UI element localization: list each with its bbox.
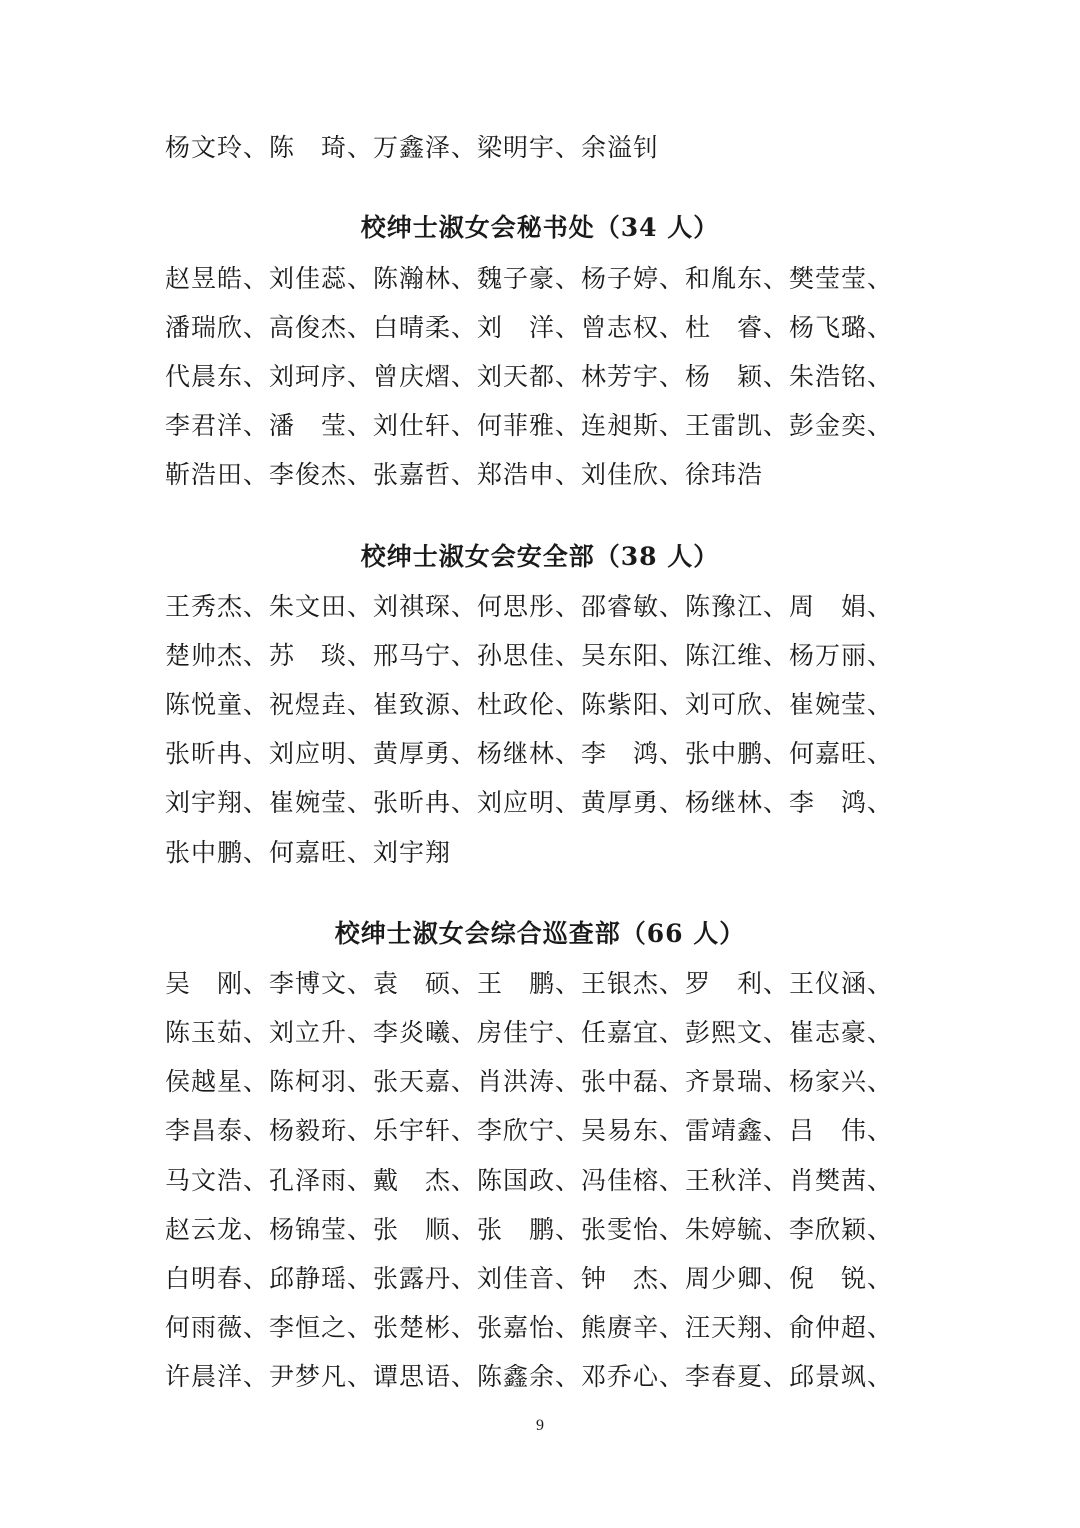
section-title-security: 校绅士淑女会安全部（38 人）	[360, 542, 720, 571]
name-line: 王秀杰、朱文田、刘祺琛、何思彤、邵睿敏、陈豫江、周 娟、	[165, 592, 894, 621]
name-line: 马文浩、孔泽雨、戴 杰、陈国政、冯佳榕、王秋洋、肖樊茜、	[165, 1166, 894, 1195]
page-number: 9	[536, 1417, 544, 1434]
name-line: 代晨东、刘珂序、曾庆熠、刘天都、林芳宇、杨 颖、朱浩铭、	[165, 362, 894, 391]
name-line: 李君洋、潘 莹、刘仕轩、何菲雅、连昶斯、王雷凯、彭金奕、	[165, 411, 894, 440]
name-line: 张中鹏、何嘉旺、刘宇翔	[165, 838, 452, 867]
name-line: 赵云龙、杨锦莹、张 顺、张 鹏、张雯怡、朱婷毓、李欣颖、	[165, 1215, 894, 1244]
section-title-patrol: 校绅士淑女会综合巡查部（66 人）	[334, 919, 746, 948]
name-line: 许晨洋、尹梦凡、谭思语、陈鑫余、邓乔心、李春夏、邱景飒、	[165, 1362, 894, 1391]
name-line: 李昌泰、杨毅珩、乐宇轩、李欣宁、吴易东、雷靖鑫、吕 伟、	[165, 1116, 894, 1145]
name-line: 白明春、邱静瑶、张露丹、刘佳音、钟 杰、周少卿、倪 锐、	[165, 1264, 894, 1293]
name-line: 赵昱皓、刘佳蕊、陈瀚林、魏子豪、杨子婷、和胤东、樊莹莹、	[165, 264, 894, 293]
name-line: 楚帅杰、苏 琰、邢马宁、孙思佳、吴东阳、陈江维、杨万丽、	[165, 641, 894, 670]
section-title-secretariat: 校绅士淑女会秘书处（34 人）	[360, 213, 720, 242]
name-line: 吴 刚、李博文、袁 硕、王 鹏、王银杰、罗 利、王仪涵、	[165, 969, 894, 998]
name-line: 何雨薇、李恒之、张楚彬、张嘉怡、熊赓辛、汪天翔、俞仲超、	[165, 1313, 894, 1342]
name-line: 张昕冉、刘应明、黄厚勇、杨继林、李 鸿、张中鹏、何嘉旺、	[165, 739, 894, 768]
name-line: 陈悦童、祝煜垚、崔致源、杜政伦、陈紫阳、刘可欣、崔婉莹、	[165, 690, 894, 719]
intro-line: 杨文玲、陈 琦、万鑫泽、梁明宇、余溢钊	[165, 133, 660, 162]
name-line: 刘宇翔、崔婉莹、张昕冉、刘应明、黄厚勇、杨继林、李 鸿、	[165, 788, 894, 817]
name-line: 陈玉茹、刘立升、李炎曦、房佳宁、任嘉宜、彭熙文、崔志豪、	[165, 1018, 894, 1047]
name-line: 靳浩田、李俊杰、张嘉哲、郑浩申、刘佳欣、徐玮浩	[165, 460, 764, 489]
name-line: 侯越星、陈柯羽、张天嘉、肖洪涛、张中磊、齐景瑞、杨家兴、	[165, 1067, 894, 1096]
name-line: 潘瑞欣、高俊杰、白晴柔、刘 洋、曾志权、杜 睿、杨飞璐、	[165, 313, 894, 342]
